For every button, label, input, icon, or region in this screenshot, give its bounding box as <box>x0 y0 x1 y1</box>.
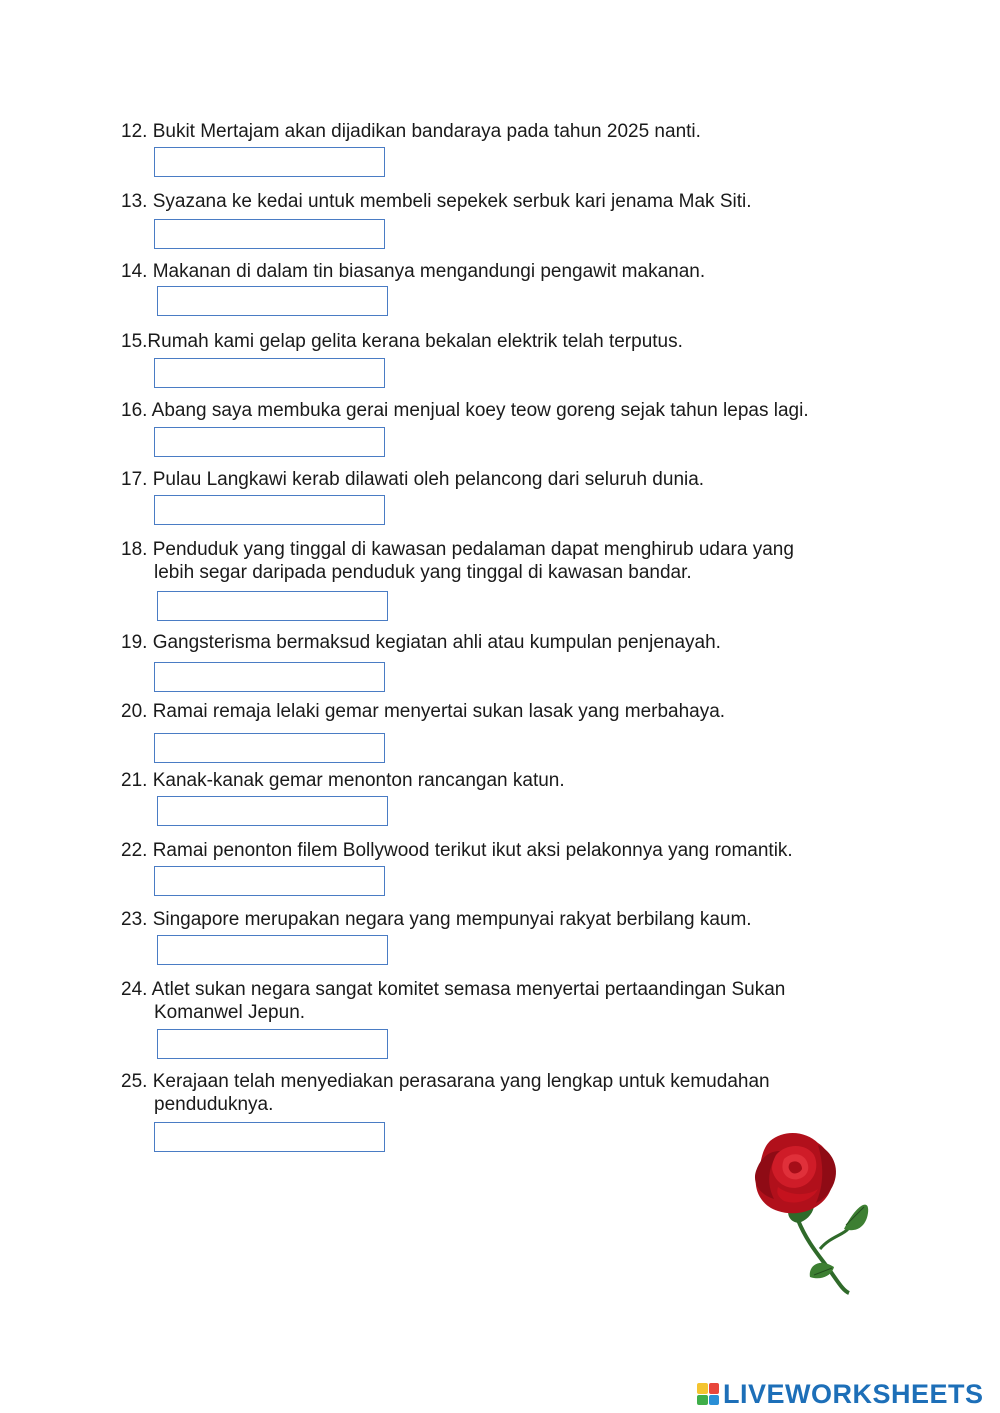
question-22 <box>121 839 793 862</box>
question-14 <box>121 260 705 283</box>
question-number: 20. <box>121 701 148 722</box>
question-number: 12. <box>121 121 148 142</box>
answer-input-25[interactable] <box>154 1122 385 1152</box>
question-number: 17. <box>121 469 148 490</box>
answer-input-19[interactable] <box>154 662 385 692</box>
question-text: Penduduk yang tinggal di kawasan pedalaman dapat menghirub udara yang <box>152 539 794 560</box>
answer-input-16[interactable] <box>154 427 385 457</box>
question-number: 16. <box>121 400 148 421</box>
answer-input-20[interactable] <box>154 733 385 763</box>
answer-input-22[interactable] <box>154 866 385 896</box>
liveworksheets-logo-icon <box>697 1383 719 1405</box>
question-number: 14. <box>121 261 148 282</box>
question-text-continued: lebih segar daripada penduduk yang tinggal di kawasan bandar. <box>154 562 692 583</box>
question-number: 21. <box>121 770 148 791</box>
question-text: Pulau Langkawi kerab dilawati oleh pelancong dari seluruh dunia. <box>152 469 705 490</box>
question-number: 15. <box>121 331 148 352</box>
question-text: Syazana ke kedai untuk membeli sepekek serbuk kari jenama Mak Siti. <box>152 191 752 212</box>
question-13 <box>121 190 752 213</box>
question-number: 24. <box>121 979 148 1000</box>
question-text: Gangsterisma bermaksud kegiatan ahli atau kumpulan penjenayah. <box>152 632 721 653</box>
question-text-continued: penduduknya. <box>154 1094 274 1115</box>
rose-icon <box>748 1125 873 1295</box>
question-text: Bukit Mertajam akan dijadikan bandaraya pada tahun 2025 nanti. <box>152 121 701 142</box>
brand-name: LIVEWORKSHEETS <box>723 1378 984 1409</box>
question-text: Atlet sukan negara sangat komitet semasa menyertai pertaandingan Sukan <box>151 979 786 1000</box>
question-text: Kerajaan telah menyediakan perasarana yang lengkap untuk kemudahan <box>152 1071 770 1092</box>
question-text-continued: Komanwel Jepun. <box>154 1002 306 1023</box>
question-number: 25. <box>121 1071 148 1092</box>
question-17 <box>121 468 704 491</box>
question-19 <box>121 631 721 654</box>
answer-input-14[interactable] <box>157 286 388 316</box>
question-12 <box>121 120 701 143</box>
question-25 <box>121 1070 770 1116</box>
question-18 <box>121 538 794 584</box>
question-20 <box>121 700 725 723</box>
answer-input-13[interactable] <box>154 219 385 249</box>
question-text: Ramai remaja lelaki gemar menyertai sukan lasak yang merbahaya. <box>152 701 726 722</box>
question-16 <box>121 399 809 422</box>
question-number: 19. <box>121 632 148 653</box>
question-text: Ramai penonton filem Bollywood terikut ikut aksi pelakonnya yang romantik. <box>152 840 793 861</box>
answer-input-24[interactable] <box>157 1029 388 1059</box>
question-number: 23. <box>121 909 148 930</box>
question-text: Kanak-kanak gemar menonton rancangan katun. <box>152 770 565 791</box>
question-number: 18. <box>121 539 148 560</box>
question-number: 13. <box>121 191 148 212</box>
answer-input-21[interactable] <box>157 796 388 826</box>
answer-input-15[interactable] <box>154 358 385 388</box>
question-text: Singapore merupakan negara yang mempunyai rakyat berbilang kaum. <box>152 909 752 930</box>
question-text: Makanan di dalam tin biasanya mengandungi pengawit makanan. <box>152 261 706 282</box>
question-24 <box>121 978 785 1024</box>
answer-input-17[interactable] <box>154 495 385 525</box>
question-text: Rumah kami gelap gelita kerana bekalan elektrik telah terputus. <box>147 331 683 352</box>
question-number: 22. <box>121 840 148 861</box>
question-text: Abang saya membuka gerai menjual koey teow goreng sejak tahun lepas lagi. <box>151 400 809 421</box>
question-23 <box>121 908 752 931</box>
answer-input-23[interactable] <box>157 935 388 965</box>
question-15 <box>121 330 683 353</box>
question-21 <box>121 769 565 792</box>
answer-input-18[interactable] <box>157 591 388 621</box>
answer-input-12[interactable] <box>154 147 385 177</box>
liveworksheets-logo <box>697 1379 984 1409</box>
